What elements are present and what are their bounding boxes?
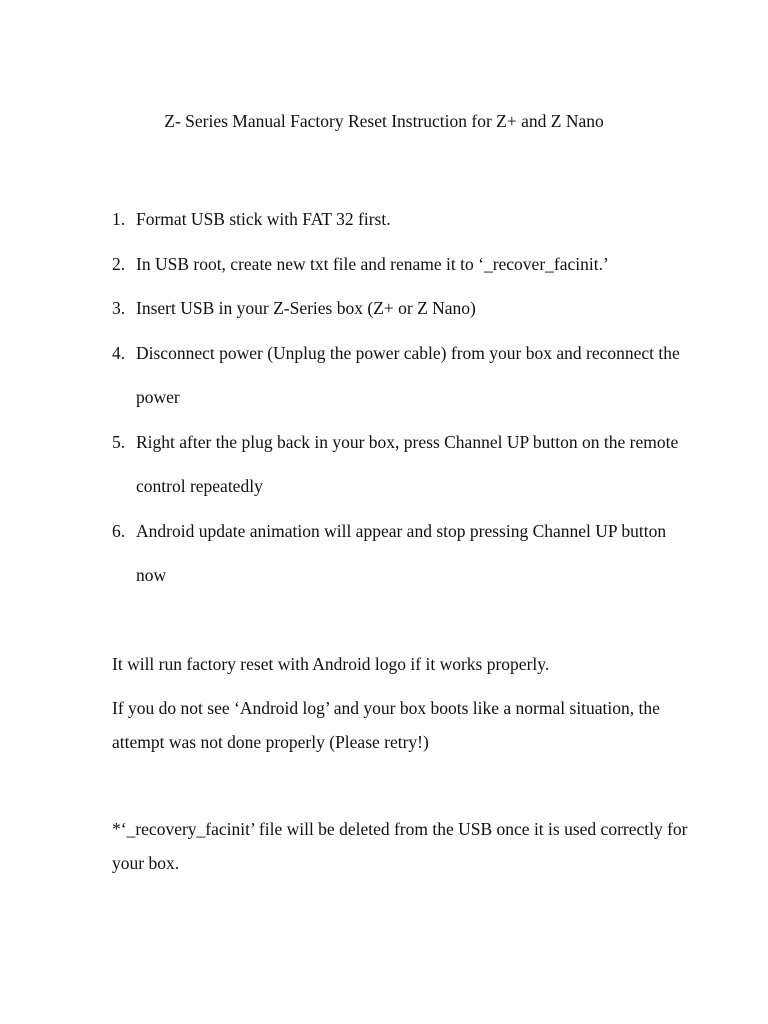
step-number: 2. (112, 253, 126, 274)
step-text: Disconnect power (Unplug the power cable) from your box and reconnect the power (136, 342, 680, 407)
step-item (112, 242, 692, 287)
step-text: Format USB stick with FAT 32 first. (136, 209, 391, 229)
note-factory-reset-result: It will run factory reset with Android logo if it works properly. (112, 654, 550, 674)
step-item (112, 331, 692, 420)
step-item (112, 286, 692, 331)
step-item (112, 509, 692, 598)
step-text: Android update animation will appear and stop pressing Channel UP button now (136, 520, 667, 585)
document-title: Z- Series Manual Factory Reset Instruction for Z+ and Z Nano (164, 111, 604, 131)
step-number: 5. (112, 431, 126, 452)
note-retry-warning: If you do not see ‘Android log’ and your box boots like a normal situation, the attempt was not done properly (Please retry!) (112, 698, 660, 752)
step-text: Insert USB in your Z-Series box (Z+ or Z Nano) (136, 298, 476, 318)
step-number: 1. (112, 209, 126, 229)
step-number: 6. (112, 520, 126, 541)
step-number: 3. (112, 298, 126, 318)
step-item (112, 197, 692, 242)
step-item (112, 420, 692, 509)
instruction-steps (112, 197, 692, 598)
step-text: Right after the plug back in your box, press Channel UP button on the remote control repeatedly (136, 431, 679, 496)
step-number: 4. (112, 342, 126, 363)
step-text: In USB root, create new txt file and rename it to ‘_recover_facinit.’ (136, 253, 609, 274)
note-file-deletion: *‘_recovery_facinit’ file will be deleted from the USB once it is used correctly for your box. (112, 819, 688, 873)
